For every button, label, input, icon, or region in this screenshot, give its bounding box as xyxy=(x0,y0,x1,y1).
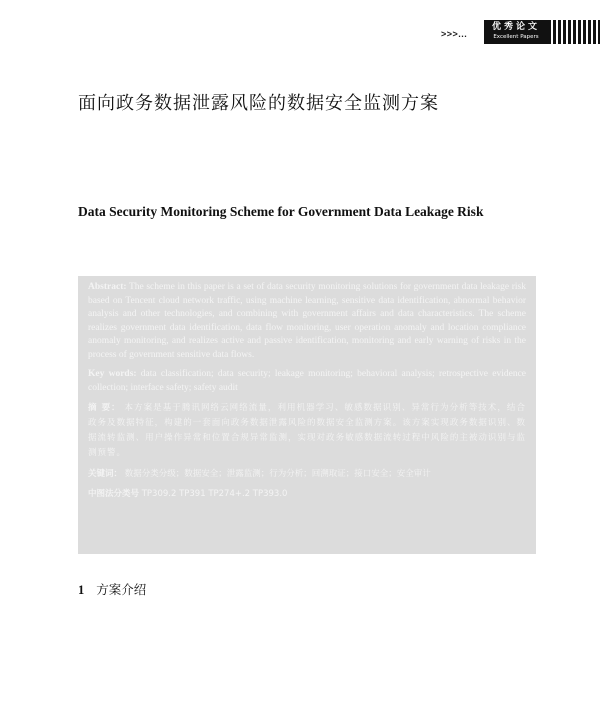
column-label-cn: 优秀论文 xyxy=(491,22,540,32)
clc-label: 中图法分类号 xyxy=(88,489,140,499)
keywords-cn-text: 数据分类分级；数据安全；泄露监测；行为分析；回溯取证；接口安全；安全审计 xyxy=(124,469,431,479)
paper-title-cn: 面向政务数据泄露风险的数据安全监测方案 xyxy=(78,93,439,114)
column-label-en: Excellent Papers xyxy=(493,34,539,40)
section-title: 方案介绍 xyxy=(96,582,147,597)
abstract-en-label: Abstract: xyxy=(88,282,127,292)
keywords-cn-label: 关键词： xyxy=(88,469,123,479)
section-heading xyxy=(78,580,146,598)
keywords-en xyxy=(88,368,526,395)
keywords-en-label: Key words: xyxy=(88,369,137,379)
column-label-box xyxy=(484,20,548,44)
abstract-cn xyxy=(88,401,526,461)
keywords-en-text: data classification; data security; leakage monitoring; behavioral analysis; retrospective evidence collection; interface safety; safety audit xyxy=(88,369,527,393)
abstract-cn-text: 本方案是基于腾讯网络云网络流量，利用机器学习、敏感数据识别、异常行为分析等技术，结合政务及数据特征，构建的一套面向政务数据泄露风险的数据安全监测方案。该方案实现政务数据识别、数据流转监测、用户操作异常和位置合规异常监测，实现对政务敏感数据流转过程中风险的主被动识别与监测预警。 xyxy=(88,403,526,458)
header-arrows: >>>... xyxy=(441,29,468,39)
clc-number xyxy=(88,487,526,501)
header-stripes-decoration xyxy=(548,20,600,44)
section-number: 1 xyxy=(78,583,85,597)
paper-title-en: Data Security Monitoring Scheme for Government Data Leakage Risk xyxy=(78,204,484,219)
clc-text: TP309.2 TP391 TP274+.2 TP393.0 xyxy=(141,489,288,499)
abstract-en-text: The scheme in this paper is a set of data security monitoring solutions for government data leakage risk based on Tencent cloud network traffic, using machine learning, sensitive data identification, abnormal behavior analysis and other technologies, and combining with government affairs and data characteristics. The scheme realizes government data identification, data flow monitoring, user operation anomaly and location compliance anomaly monitoring, and realizes active and passive identification, monitoring and early warning of risks in the process of government sensitive data flows. xyxy=(88,282,526,360)
abstract-en xyxy=(88,281,526,362)
abstract-box xyxy=(78,276,536,554)
keywords-cn xyxy=(88,467,526,481)
abstract-cn-label: 摘 要： xyxy=(88,403,121,413)
